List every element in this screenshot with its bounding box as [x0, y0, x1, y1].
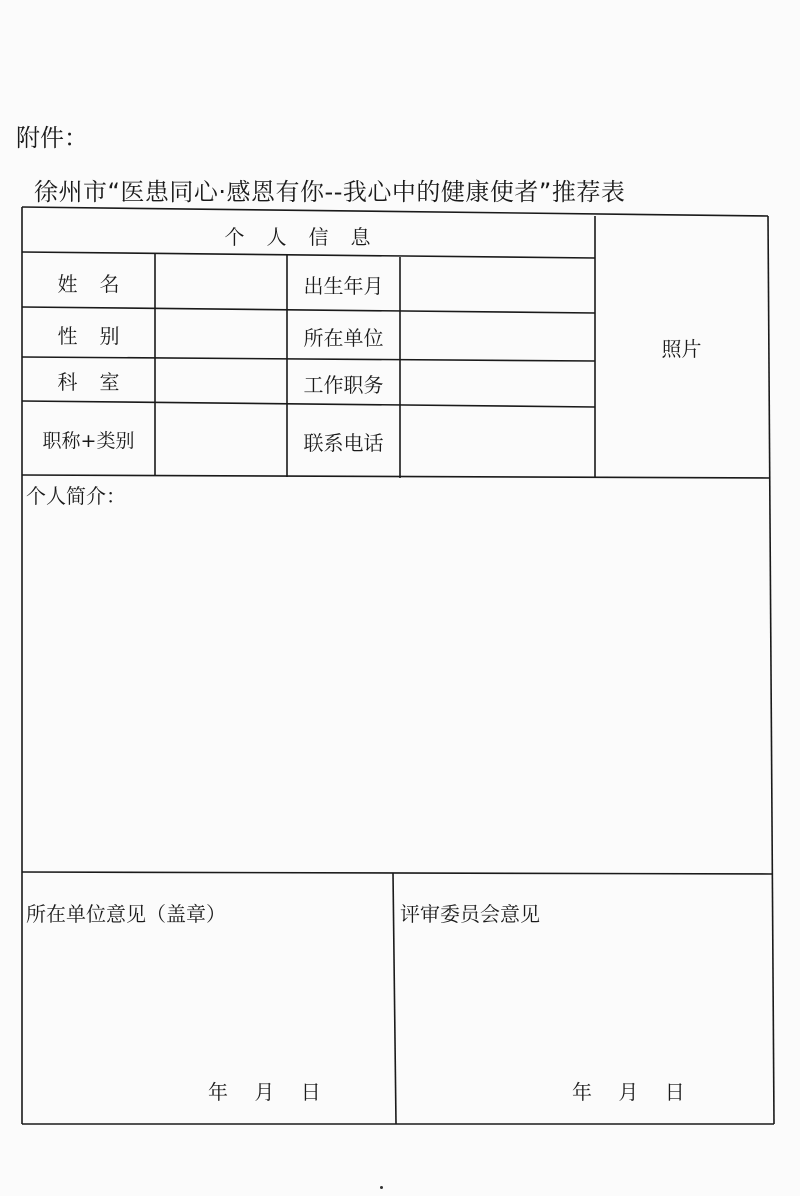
- unit-opinion-label: 所在单位意见（盖章）: [26, 902, 226, 926]
- phone-label: 联系电话: [303, 430, 384, 455]
- job-title-label: 工作职务: [303, 372, 384, 397]
- work-unit-label: 所在单位: [303, 325, 384, 350]
- unit-opinion-date: 年 月 日: [208, 1080, 331, 1104]
- intro-label: 个人简介：: [26, 484, 126, 508]
- department-label: 科室: [57, 369, 142, 394]
- photo-label: 照片: [661, 336, 702, 361]
- committee-opinion-label: 评审委员会意见: [400, 902, 540, 926]
- form-title: 徐州市“医患同心·感恩有你--我心中的健康使者”推荐表: [34, 178, 626, 206]
- personal-info-header: 个人信息: [224, 224, 393, 249]
- attachment-label: 附件：: [16, 124, 88, 152]
- page-mark: [380, 1186, 383, 1189]
- professional-title-label: 职称+类别: [42, 429, 135, 452]
- committee-opinion-date: 年 月 日: [572, 1080, 695, 1104]
- gender-label: 性别: [57, 323, 142, 348]
- birth-date-label: 出生年月: [303, 273, 384, 298]
- name-label: 姓名: [57, 271, 142, 296]
